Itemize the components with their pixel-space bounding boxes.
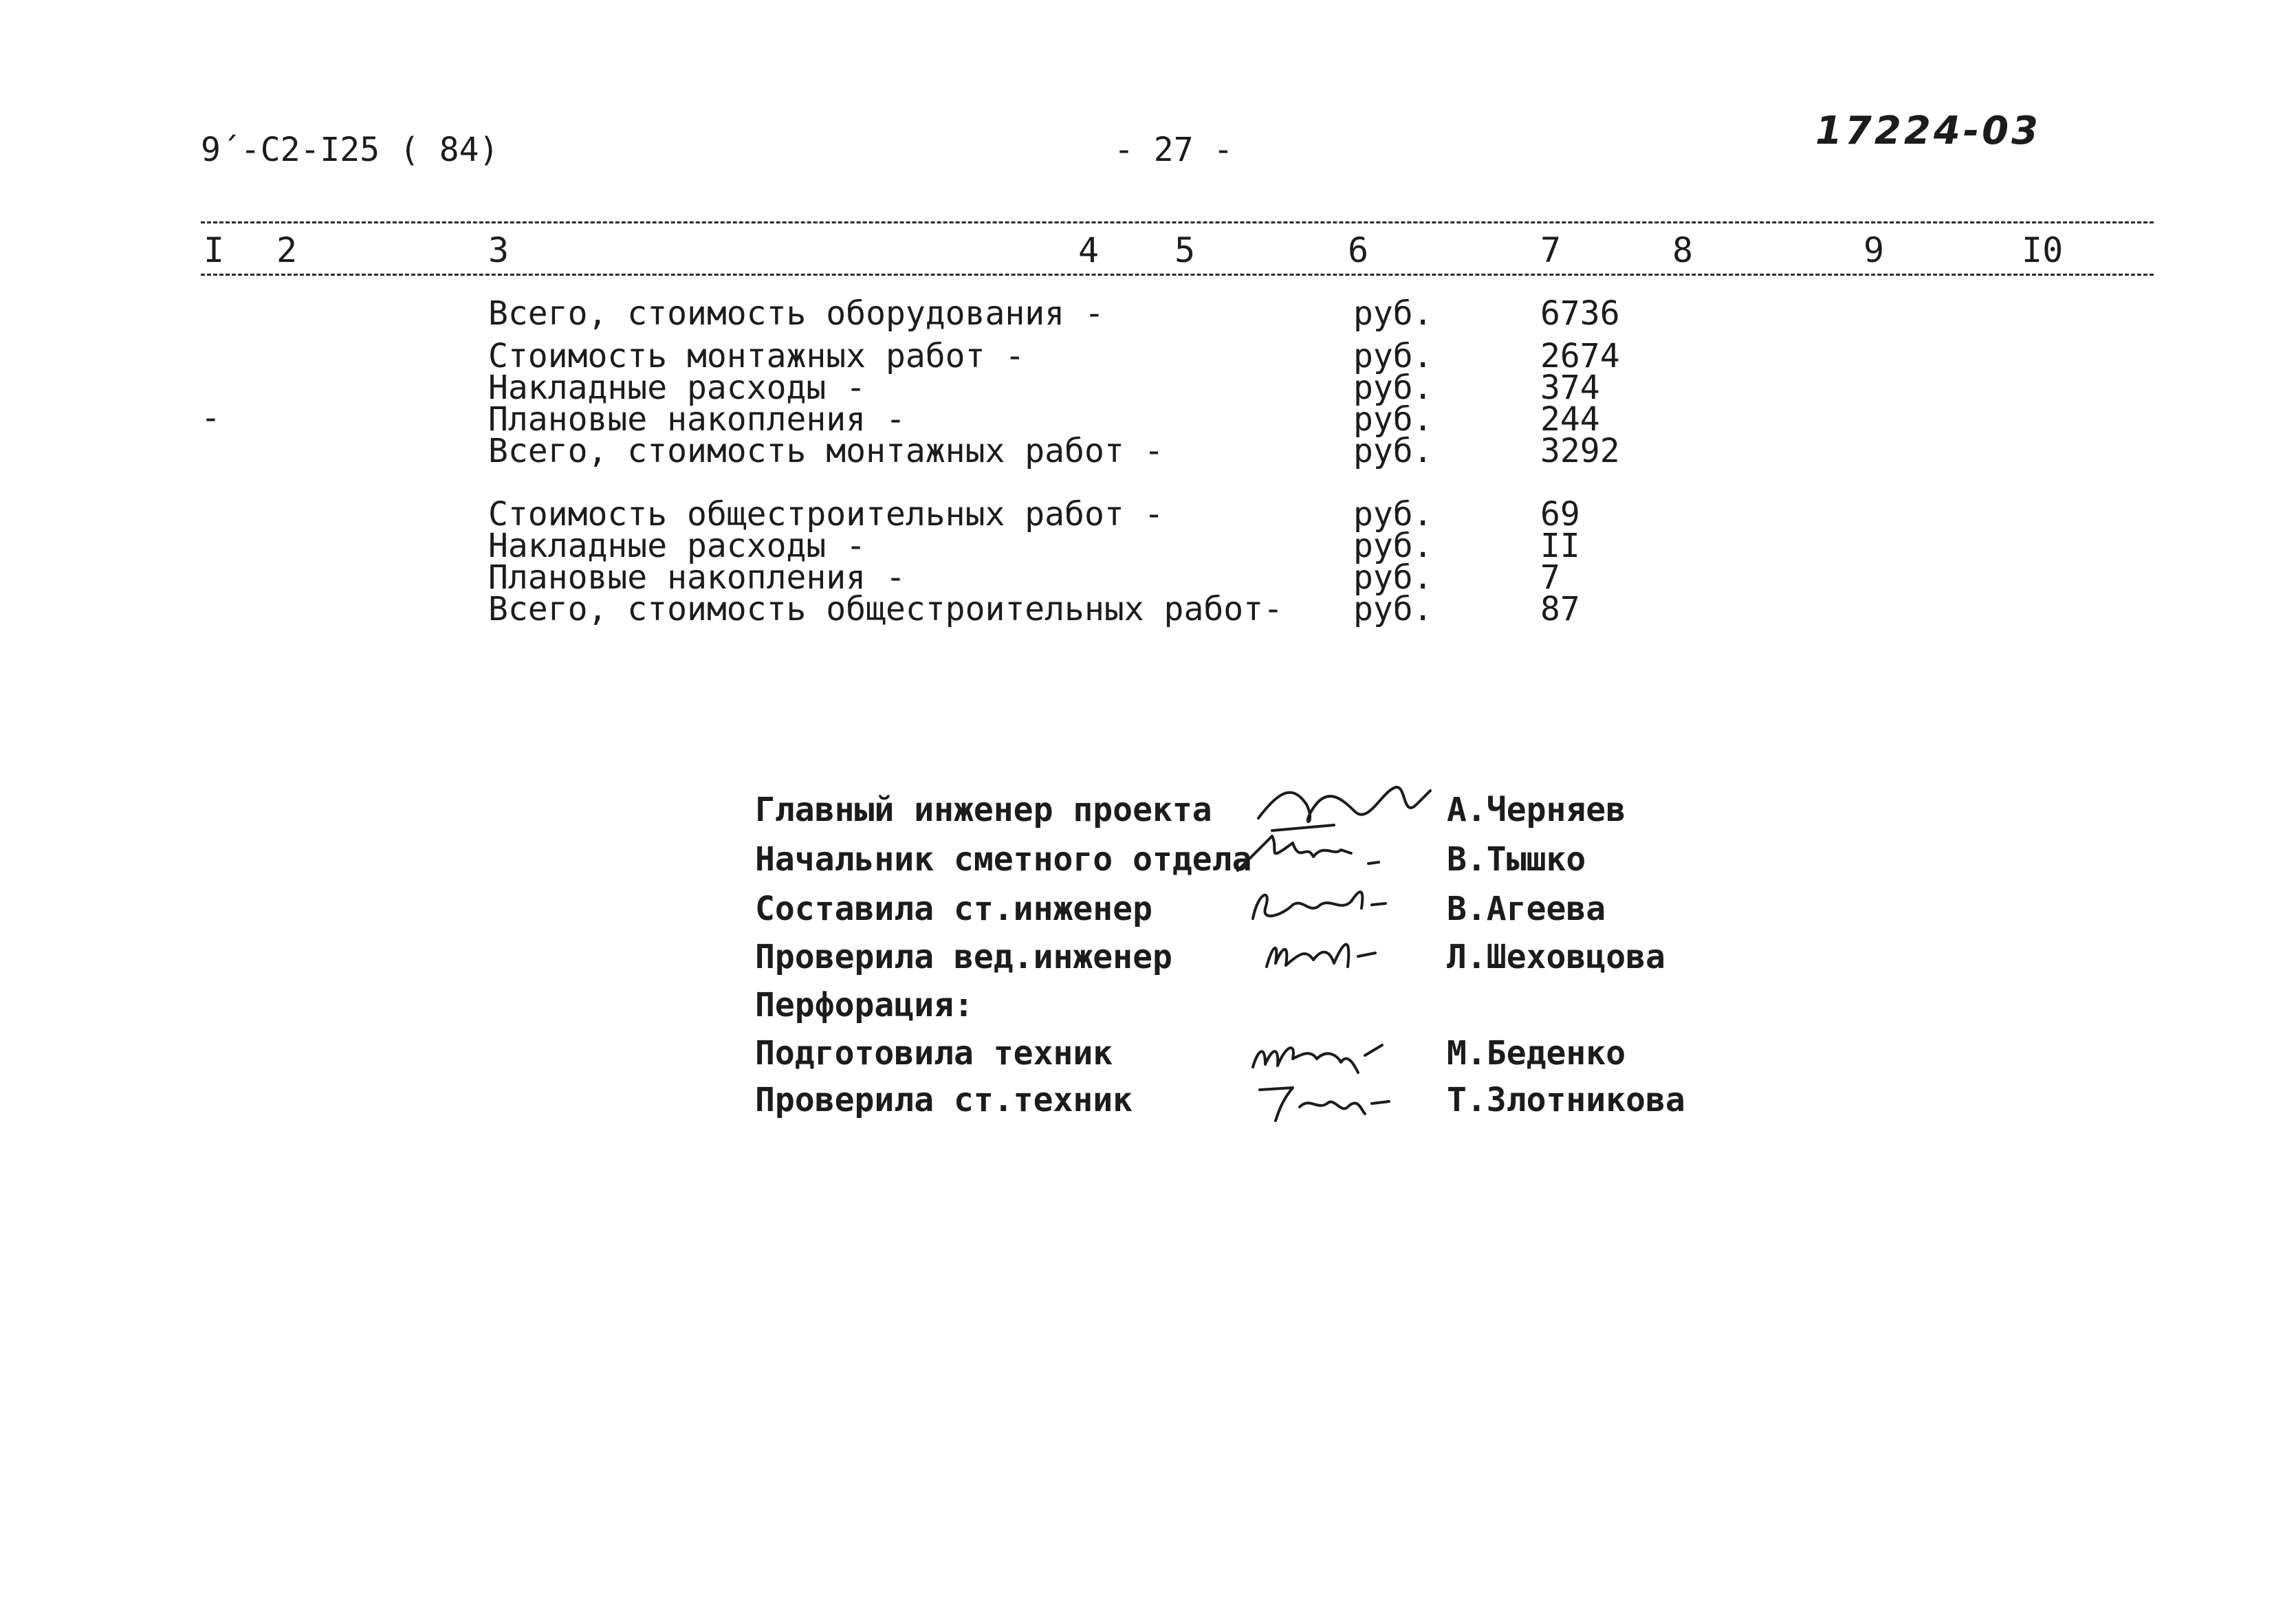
column-number-7: 7 <box>1540 230 1562 270</box>
cost-row-unit: руб. <box>1353 527 1433 565</box>
cost-row-label: Всего, стоимость оборудования - <box>488 294 1104 333</box>
cost-row-value: 3292 <box>1540 432 1620 470</box>
table-header-bottom-rule <box>201 274 2154 276</box>
signature-name: М.Беденко <box>1447 1034 1626 1073</box>
cost-row-value: 7 <box>1540 558 1560 597</box>
cost-row-label: Всего, стоимость монтажных работ - <box>488 432 1164 470</box>
cost-row-unit: руб. <box>1353 432 1433 470</box>
cost-row-value: 2674 <box>1540 337 1620 375</box>
cost-row-unit: руб. <box>1353 590 1433 628</box>
cost-row-unit: руб. <box>1353 558 1433 597</box>
document-stamp-number: 17224-03 <box>1815 109 2041 153</box>
cost-row-unit: руб. <box>1353 294 1433 333</box>
signature-role: Начальник сметного отдела <box>755 840 1252 879</box>
column-number-5: 5 <box>1174 230 1196 270</box>
signature-name: А.Черняев <box>1447 791 1626 829</box>
cost-row-value: 374 <box>1540 369 1600 407</box>
cost-row-unit: руб. <box>1353 495 1433 534</box>
cost-row-unit: руб. <box>1353 337 1433 375</box>
handwritten-signature <box>1258 925 1396 980</box>
cost-row-unit: руб. <box>1353 369 1433 407</box>
column-number-2: 2 <box>276 230 298 270</box>
cost-row-value: II <box>1540 527 1580 565</box>
cost-row-label: Накладные расходы - <box>488 527 866 565</box>
column-number-1: I <box>204 230 225 270</box>
column-number-3: 3 <box>488 230 510 270</box>
signature-role: Проверила ст.техник <box>755 1081 1133 1119</box>
column-number-6: 6 <box>1348 230 1369 270</box>
perforation-heading: Перфорация: <box>755 986 974 1024</box>
cost-row-value: 6736 <box>1540 294 1620 333</box>
cost-row-label: Плановые накопления - <box>488 558 906 597</box>
signature-name: В.Агеева <box>1447 890 1606 928</box>
cost-row-value: 69 <box>1540 495 1580 534</box>
column-number-10: I0 <box>2022 230 2064 270</box>
page-number: - 27 - <box>1114 131 1234 169</box>
cost-row-unit: руб. <box>1353 400 1433 439</box>
handwritten-signature <box>1245 1024 1403 1079</box>
signature-role: Составила ст.инженер <box>755 890 1152 928</box>
cost-row-label: Стоимость монтажных работ - <box>488 337 1025 375</box>
cost-row-label: Плановые накопления - <box>488 400 906 439</box>
cost-row-label: Всего, стоимость общестроительных работ- <box>488 590 1283 628</box>
column-number-9: 9 <box>1863 230 1885 270</box>
signature-role: Главный инженер проекта <box>755 791 1212 829</box>
column-number-4: 4 <box>1078 230 1100 270</box>
cost-row-label: Накладные расходы - <box>488 369 866 407</box>
signature-name: В.Тышко <box>1447 840 1586 879</box>
handwritten-signature <box>1251 1073 1403 1128</box>
cost-row-label: Стоимость общестроительных работ - <box>488 495 1164 534</box>
column-number-8: 8 <box>1672 230 1694 270</box>
table-top-rule <box>201 221 2154 223</box>
signature-name: Т.Злотникова <box>1447 1081 1685 1119</box>
handwritten-signature <box>1231 822 1403 884</box>
document-code: 9́ -С2-I25 ( 84) <box>201 131 499 169</box>
signature-name: Л.Шеховцова <box>1447 938 1665 976</box>
signature-role: Проверила вед.инженер <box>755 938 1172 976</box>
margin-dash-mark: - <box>201 399 221 437</box>
cost-row-value: 87 <box>1540 590 1580 628</box>
cost-row-value: 244 <box>1540 400 1600 439</box>
signature-role: Подготовила техник <box>755 1034 1113 1073</box>
handwritten-signature <box>1245 877 1403 932</box>
